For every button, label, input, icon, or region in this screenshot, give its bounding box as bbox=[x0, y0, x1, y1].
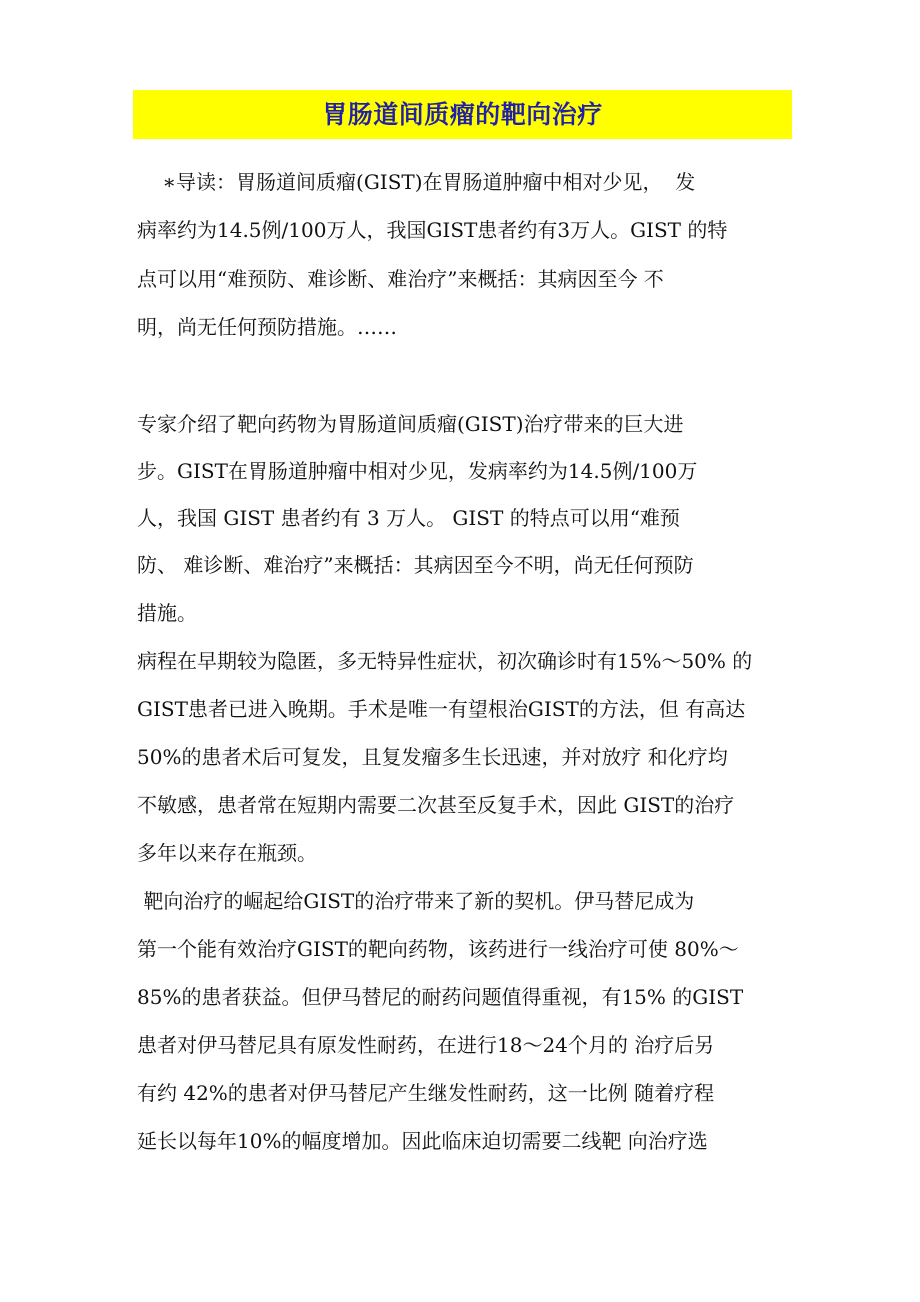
body-line: 50%的患者术后可复发，且复发瘤多生长迅速，并对放疗 和化疗均 bbox=[137, 745, 728, 769]
body-line: 防、 难诊断、难治疗”来概括：其病因至今不明，尚无任何预防 bbox=[137, 553, 694, 577]
intro-line: 明，尚无任何预防措施。…… bbox=[137, 315, 397, 339]
body-line: 第一个能有效治疗GIST的靶向药物，该药进行一线治疗可使 80%〜 bbox=[137, 937, 739, 961]
body-line: 靶向治疗的崛起给GIST的治疗带来了新的契机。伊马替尼成为 bbox=[137, 889, 695, 913]
title-banner bbox=[133, 90, 792, 139]
body-line: 步。GIST在胃肠道肿瘤中相对少见，发病率约为14.5例/100万 bbox=[137, 459, 698, 483]
body-line: 延长以每年10%的幅度增加。因此临床迫切需要二线靶 向治疗选 bbox=[137, 1129, 708, 1153]
body-line: 措施。 bbox=[137, 601, 197, 625]
body-line: 人，我国 GIST 患者约有 3 万人。 GIST 的特点可以用“难预 bbox=[137, 506, 680, 530]
body-line: 不敏感，患者常在短期内需要二次甚至反复手术，因此 GIST的治疗 bbox=[137, 793, 735, 817]
intro-line: 点可以用“难预防、难诊断、难治疗”来概括：其病因至今 不 bbox=[137, 267, 664, 291]
body-line: 有约 42%的患者对伊马替尼产生继发性耐药，这一比例 随着疗程 bbox=[137, 1081, 715, 1105]
body-line: 85%的患者获益。但伊马替尼的耐药问题值得重视，有15% 的GIST bbox=[137, 985, 744, 1009]
intro-line: 病率约为14.5例/100万人，我国GIST患者约有3万人。GIST 的特 bbox=[137, 218, 728, 242]
document-title: 胃肠道间质瘤的靶向治疗 bbox=[322, 100, 603, 129]
body-line: 专家介绍了靶向药物为胃肠道间质瘤(GIST)治疗带来的巨大进 bbox=[137, 412, 684, 436]
body-line: 患者对伊马替尼具有原发性耐药，在进行18〜24个月的 治疗后另 bbox=[137, 1033, 715, 1057]
body-line: 多年以来存在瓶颈。 bbox=[137, 841, 317, 865]
body-line: 病程在早期较为隐匿，多无特异性症状，初次确诊时有15%〜50% 的 bbox=[137, 649, 753, 673]
intro-line: ∗导读：胃肠道间质瘤(GIST)在胃肠道肿瘤中相对少见， 发 bbox=[137, 170, 696, 194]
body-line: GIST患者已进入晚期。手术是唯一有望根治GIST的方法，但 有高达 bbox=[137, 697, 746, 721]
